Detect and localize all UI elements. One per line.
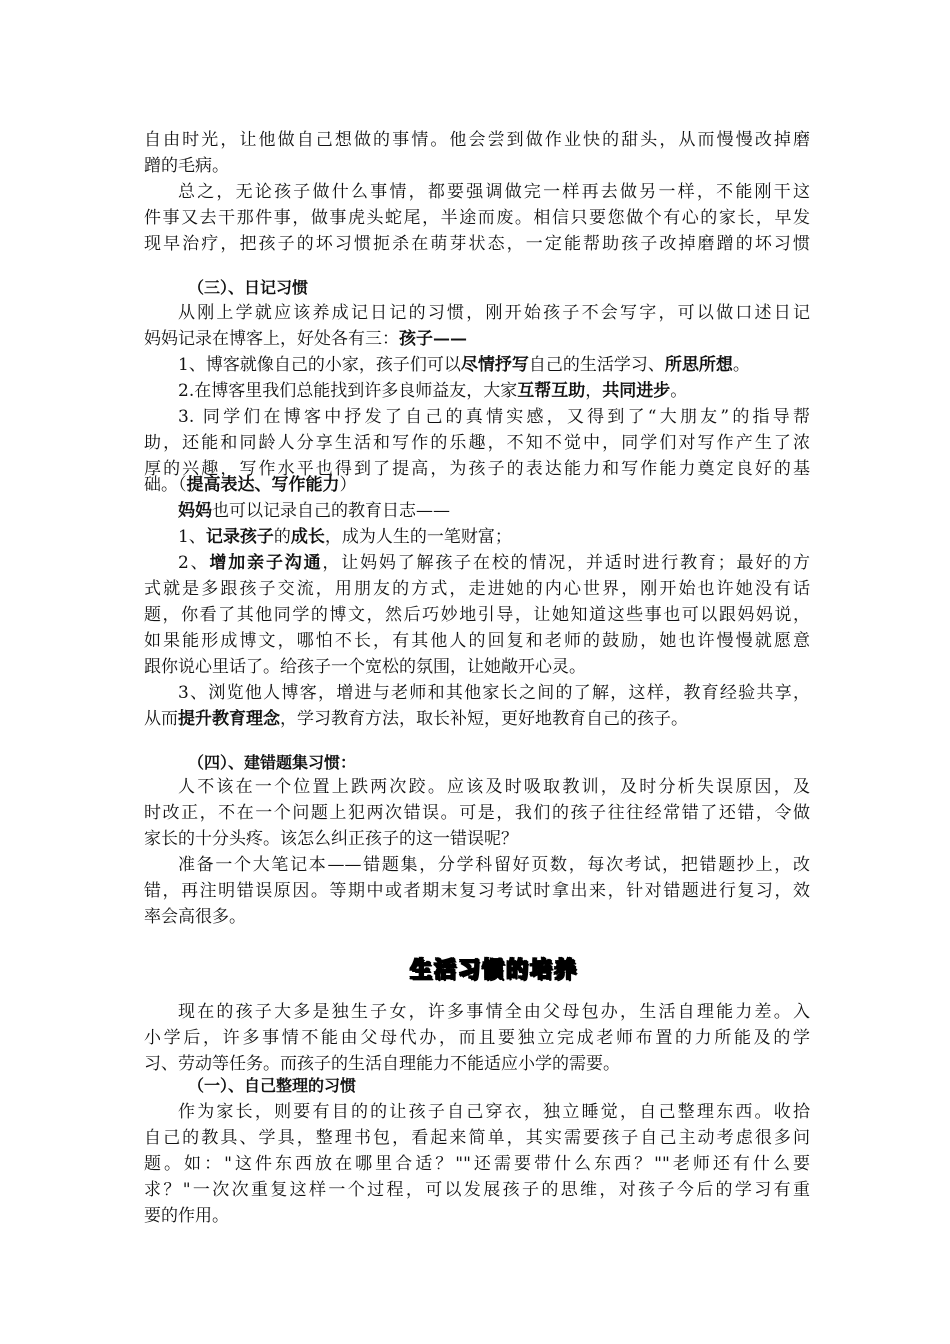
life-para-1-line-1: 现在的孩子大多是独生子女，许多事情全由父母包办，生活自理能力差。入 [178, 1002, 810, 1022]
blog-benefit-3-line-2: 助，还能和同龄人分享生活和写作的乐趣，不知不觉中，同学们对写作产生了浓 [144, 433, 810, 453]
summary-line-2: 件事又去干那件事，做事虎头蛇尾，半途而废。相信只要您做个有心的家长，早发 [144, 208, 810, 228]
mom-benefit-2-line-4: 如果能形成博文，哪怕不长，有其他人的回复和老师的鼓励，她也许慢慢就愿意 [144, 631, 810, 651]
intro-line-2: 蹭的毛病。 [144, 156, 229, 176]
section-3-para-line-1: 从刚上学就应该养成记日记的习惯，刚开始孩子不会写字，可以做口述日记 [178, 303, 810, 323]
intro-line-1: 自由时光，让他做自己想做的事情。他会尝到做作业快的甜头，从而慢慢改掉磨 [144, 130, 810, 150]
life-section-1-heading: （一）、自己整理的习惯 [188, 1076, 357, 1095]
blog-benefit-1: 1、博客就像自己的小家，孩子们可以尽情抒写自己的生活学习、所思所想。 [178, 355, 750, 375]
section-4-para-1-line-2: 时改正，不在一个问题上犯两次错误。可是，我们的孩子往往经常错了还错，令做 [144, 803, 810, 823]
section-4-para-2-line-2: 错，再注明错误原因。等期中或者期末复习考试时拿出来，针对错题进行复习，效 [144, 881, 810, 901]
mom-benefit-2-line-1: 2、增加亲子沟通，让妈妈了解孩子在校的情况，并适时进行教育；最好的方 [178, 553, 810, 573]
section-4-para-1-line-1: 人不该在一个位置上跌两次跤。应该及时吸取教训，及时分析失误原因，及 [178, 777, 810, 797]
section-4-para-1-line-3: 家长的十分头疼。该怎么纠正孩子的这一错误呢？ [144, 829, 518, 849]
life-habits-title: 生活习惯的培养 [409, 958, 578, 983]
section-3-para-line-2: 妈妈记录在博客上，好处各有三：孩子—— [144, 329, 467, 349]
mom-benefit-3-line-1: 3、浏览他人博客，增进与老师和其他家长之间的了解，这样，教育经验共享， [178, 683, 810, 703]
life-para-2-line-1: 作为家长，则要有目的的让孩子自己穿衣，独立睡觉，自己整理东西。收拾 [178, 1102, 810, 1122]
life-para-2-line-5: 要的作用。 [144, 1206, 229, 1226]
blog-benefit-3-line-3: 厚的兴趣，写作水平也得到了提高，为孩子的表达能力和写作能力奠定良好的基 [144, 459, 810, 479]
mom-benefit-2-line-3: 题，你看了其他同学的博文，然后巧妙地引导，让她知道这些事也可以跟妈妈说， [144, 605, 810, 625]
mom-benefit-3-line-2: 从而提升教育理念，学习教育方法，取长补短，更好地教育自己的孩子。 [144, 709, 688, 729]
section-3-heading: （三）、日记习惯 [188, 278, 309, 297]
life-para-2-line-4: 求？"一次次重复这样一个过程，可以发展孩子的思维，对孩子今后的学习有重 [144, 1180, 810, 1200]
summary-line-3: 现早治疗，把孩子的坏习惯扼杀在萌芽状态，一定能帮助孩子改掉磨蹭的坏习惯 [144, 234, 810, 254]
mom-benefit-2-line-5: 跟你说心里话了。给孩子一个宽松的氛围，让她敞开心灵。 [144, 657, 586, 677]
life-para-2-line-2: 自己的教具、学具，整理书包，看起来简单，其实需要孩子自己主动考虑很多问 [144, 1128, 810, 1148]
life-para-2-line-3: 题。如："这件东西放在哪里合适？""还需要带什么东西？""老师还有什么要 [144, 1154, 810, 1174]
summary-line-1: 总之，无论孩子做什么事情，都要强调做完一样再去做另一样，不能刚干这 [178, 182, 810, 202]
blog-benefit-3-line-1: 3. 同学们在博客中抒发了自己的真情实感，又得到了“大朋友”的指导帮 [178, 407, 810, 427]
blog-benefit-2: 2.在博客里我们总能找到许多良师益友，大家互帮互助，共同进步。 [178, 381, 688, 401]
section-4-heading: （四）、建错题集习惯： [188, 753, 357, 772]
section-4-para-2-line-3: 率会高很多。 [144, 907, 246, 927]
mom-benefit-1: 1、记录孩子的成长，成为人生的一笔财富； [178, 527, 512, 547]
mom-benefit-2-line-2: 式就是多跟孩子交流，用朋友的方式，走进她的内心世界，刚开始也许她没有话 [144, 579, 810, 599]
life-para-1-line-3: 习、劳动等任务。而孩子的生活自理能力不能适应小学的需要。 [144, 1054, 620, 1074]
life-para-1-line-2: 小学后，许多事情不能由父母代办，而且要独立完成老师布置的力所能及的学 [144, 1028, 810, 1048]
mom-diary-intro: 妈妈也可以记录自己的教育日志—— [178, 501, 450, 521]
blog-benefit-3-line-4: 础。（提高表达、写作能力） [144, 475, 357, 495]
section-4-para-2-line-1: 准备一个大笔记本——错题集，分学科留好页数，每次考试，把错题抄上，改 [178, 855, 810, 875]
